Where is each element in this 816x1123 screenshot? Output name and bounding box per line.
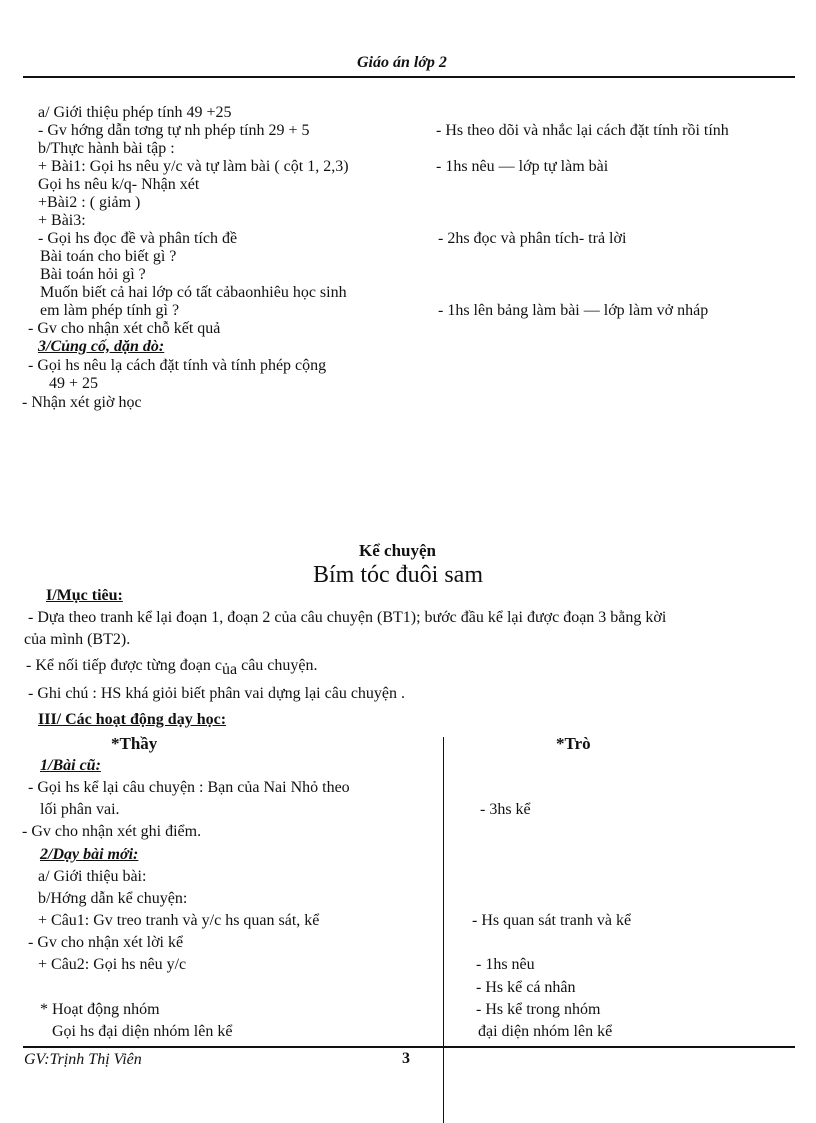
text-line: Muốn biết cả hai lớp có tất cảbaonhiêu học sinh [40,284,347,301]
text-line: Bài toán hỏi gì ? [40,266,146,283]
lesson-title: Bím tóc đuôi sam [313,562,483,588]
text-part: - Kể nối tiếp được từng đoạn c [26,657,222,674]
text-line: - 2hs đọc và phân tích- trả lời [438,230,627,247]
text-line: + Bài1: Gọi hs nêu y/c và tự làm bài ( cột 1, 2,3) [38,158,349,175]
text-line: Gọi hs nêu k/q- Nhận xét [38,176,200,193]
column-header-student: *Trò [556,734,591,753]
text-line: - Hs kể cá nhân [476,979,576,996]
text-line: Gọi hs đại diện nhóm lên kể [52,1023,233,1040]
text-line: - Gọi hs đọc đề và phân tích đề [38,230,238,247]
lesson-subject: Kể chuyện [359,541,436,560]
text-line: a/ Giới thiệu phép tính 49 +25 [38,104,232,121]
text-line: em làm phép tính gì ? [40,302,180,319]
text-line: - Hs kể trong nhóm [476,1001,601,1018]
text-line: - Gv hớng dẫn tơng tự nh phép tính 29 + 5 [38,122,310,139]
text-line: lối phân vai. [40,801,120,818]
text-line: - Hs quan sát tranh và kể [472,912,632,929]
text-line: - Gọi hs kể lại câu chuyện : Bạn của Nai Nhỏ theo [28,779,350,796]
section-heading: 1/Bài cũ: [40,757,101,774]
section-heading: 2/Dạy bài mới: [40,846,139,863]
text-line: * Hoạt động nhóm [40,1001,160,1018]
text-line: + Bài3: [38,212,86,229]
text-line: - Ghi chú : HS khá giỏi biết phân vai dựng lại câu chuyện . [28,685,406,702]
page-number: 3 [402,1050,410,1067]
activities-heading: III/ Các hoạt động dạy học: [38,711,227,728]
text-line: - Gọi hs nêu lạ cách đặt tính và tính phép cộng [28,357,327,374]
text-line: - Dựa theo tranh kể lại đoạn 1, đoạn 2 của câu chuyện (BT1); bước đầu kể lại được đoạn 3 bằng kời [28,609,667,626]
objectives-heading: I/Mục tiêu: [46,587,123,604]
text-line: Bài toán cho biết gì ? [40,248,177,265]
section-heading: 3/Củng cố, dặn dò: [38,338,165,355]
column-header-teacher: *Thầy [111,734,158,753]
header-rule [23,76,795,78]
page-header-title: Giáo án lớp 2 [357,54,447,71]
footer-rule [23,1046,795,1048]
text-line: b/Thực hành bài tập : [38,140,175,157]
text-line: - Nhận xét giờ học [22,394,142,411]
teacher-name: GV:Trịnh Thị Viên [24,1051,142,1068]
text-part: câu chuyện. [237,657,318,674]
text-line: - Gv cho nhận xét lời kể [28,934,184,951]
text-line: - Hs theo dõi và nhắc lại cách đặt tính rồi tính [436,122,729,139]
text-line: - 3hs kể [480,801,531,818]
text-subscript: ủa [221,661,238,678]
text-line: - 1hs nêu [476,956,535,973]
text-line: đại diện nhóm lên kể [478,1023,613,1040]
text-line: +Bài2 : ( giảm ) [38,194,141,211]
text-line: + Câu2: Gọi hs nêu y/c [38,956,187,973]
text-line: a/ Giới thiệu bài: [38,868,147,885]
text-line: - 1hs nêu — lớp tự làm bài [436,158,609,175]
text-line [26,657,318,678]
text-line: của mình (BT2). [24,631,131,648]
text-line: + Câu1: Gv treo tranh và y/c hs quan sát, kể [38,912,320,929]
text-line: - Gv cho nhận xét chỗ kết quả [28,320,221,337]
text-line: - Gv cho nhận xét ghi điểm. [22,823,202,840]
text-line: 49 + 25 [49,375,99,392]
text-line: b/Hớng dẫn kể chuyện: [38,890,188,907]
text-line: - 1hs lên bảng làm bài — lớp làm vở nháp [438,302,709,319]
column-divider [443,737,444,1123]
